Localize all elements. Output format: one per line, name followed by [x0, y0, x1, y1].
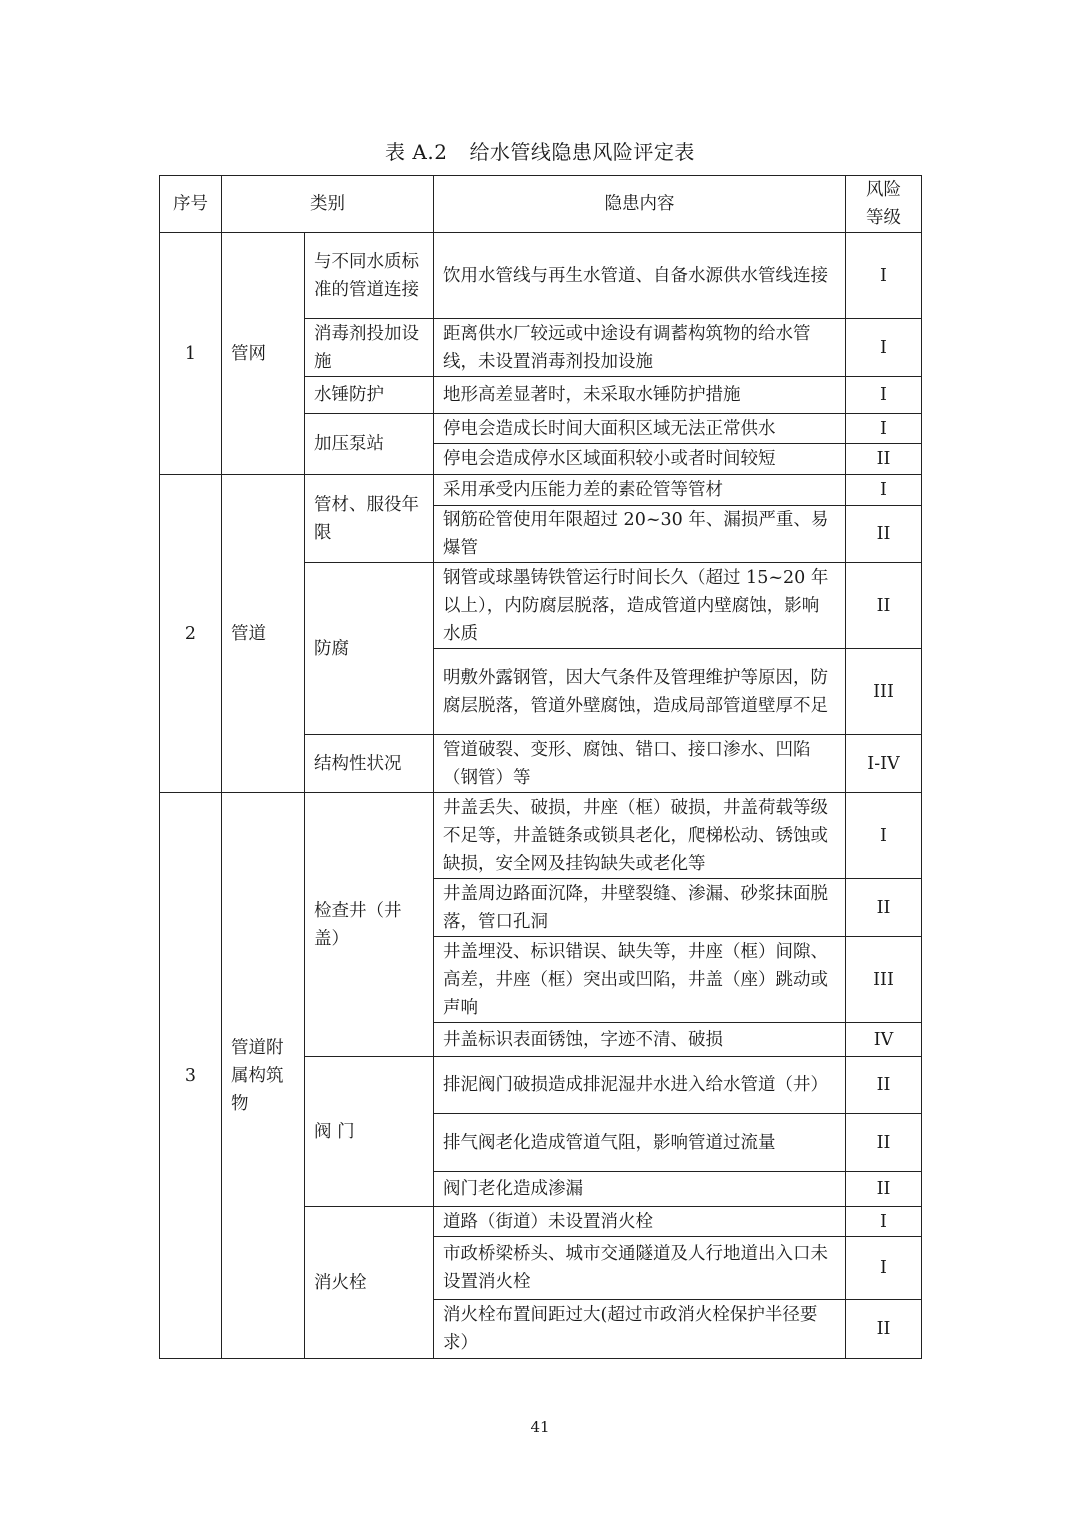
risk-level-cell: II	[846, 1300, 922, 1359]
subcategory-cell: 检查井（井盖）	[305, 793, 434, 1057]
category-cell: 管网	[222, 233, 305, 475]
hazard-content-cell: 采用承受内压能力差的素砼管等管材	[434, 475, 846, 506]
table-number: 表 A.2	[385, 140, 448, 164]
hazard-content-cell: 明敷外露钢管，因大气条件及管理维护等原因，防腐层脱落，管道外壁腐蚀，造成局部管道壁厚不足	[434, 649, 846, 735]
risk-level-cell: II	[846, 444, 922, 475]
header-row	[160, 176, 922, 233]
hazard-content-cell: 管道破裂、变形、腐蚀、错口、接口渗水、凹陷（钢管）等	[434, 735, 846, 793]
subcategory-cell: 加压泵站	[305, 414, 434, 475]
subcategory-cell: 管材、服役年限	[305, 475, 434, 563]
subcategory-cell: 水锤防护	[305, 377, 434, 414]
risk-level-cell: IV	[846, 1023, 922, 1057]
risk-level-cell: II	[846, 506, 922, 563]
hazard-content-cell: 排气阀老化造成管道气阻，影响管道过流量	[434, 1114, 846, 1172]
category-cell: 管道附属构筑物	[222, 793, 305, 1359]
hazard-content-cell: 市政桥梁桥头、城市交通隧道及人行地道出入口未设置消火栓	[434, 1237, 846, 1300]
risk-level-cell: I	[846, 475, 922, 506]
hazard-content-cell: 排泥阀门破损造成排泥湿井水进入给水管道（井）	[434, 1057, 846, 1114]
hazard-content-cell: 钢管或球墨铸铁管运行时间长久（超过 15~20 年以上），内防腐层脱落，造成管道内壁腐蚀，影响水质	[434, 563, 846, 649]
hazard-content-cell: 停电会造成长时间大面积区域无法正常供水	[434, 414, 846, 444]
row-number-cell: 1	[160, 233, 222, 475]
hazard-content-cell: 井盖周边路面沉降，井壁裂缝、渗漏、砂浆抹面脱落，管口孔洞	[434, 879, 846, 937]
header-level: 风险等级	[846, 176, 922, 233]
hazard-content-cell: 井盖标识表面锈蚀，字迹不清、破损	[434, 1023, 846, 1057]
risk-level-cell: III	[846, 937, 922, 1023]
header-no: 序号	[160, 176, 222, 233]
hazard-content-cell: 井盖埋没、标识错误、缺失等，井座（框）间隙、高差，井座（框）突出或凹陷，井盖（座）跳动或声响	[434, 937, 846, 1023]
hazard-content-cell: 停电会造成停水区域面积较小或者时间较短	[434, 444, 846, 475]
header-category: 类别	[222, 176, 434, 233]
hazard-content-cell: 井盖丢失、破损，井座（框）破损，井盖荷载等级不足等，井盖链条或锁具老化，爬梯松动、锈蚀或缺损，安全网及挂钩缺失或老化等	[434, 793, 846, 879]
hazard-content-cell: 距离供水厂较远或中途设有调蓄构筑物的给水管线，未设置消毒剂投加设施	[434, 319, 846, 377]
hazard-content-cell: 钢筋砼管使用年限超过 20~30 年、漏损严重、易爆管	[434, 506, 846, 563]
hazard-content-cell: 地形高差显著时，未采取水锤防护措施	[434, 377, 846, 414]
risk-level-cell: I-IV	[846, 735, 922, 793]
page-number: 41	[530, 1418, 550, 1436]
table-title: 给水管线隐患风险评定表	[469, 140, 695, 164]
risk-level-cell: I	[846, 377, 922, 414]
header-content: 隐患内容	[434, 176, 846, 233]
row-number-cell: 2	[160, 475, 222, 793]
table-row	[160, 233, 922, 319]
hazard-content-cell: 阀门老化造成渗漏	[434, 1172, 846, 1207]
subcategory-cell: 结构性状况	[305, 735, 434, 793]
risk-level-cell: II	[846, 879, 922, 937]
risk-level-cell: I	[846, 233, 922, 319]
hazard-content-cell: 饮用水管线与再生水管道、自备水源供水管线连接	[434, 233, 846, 319]
risk-level-cell: II	[846, 1114, 922, 1172]
subcategory-cell: 消毒剂投加设施	[305, 319, 434, 377]
subcategory-cell: 消火栓	[305, 1207, 434, 1359]
risk-level-cell: II	[846, 1057, 922, 1114]
risk-level-cell: III	[846, 649, 922, 735]
risk-level-cell: II	[846, 563, 922, 649]
subcategory-cell: 阀 门	[305, 1057, 434, 1207]
table-row	[160, 475, 922, 506]
risk-level-cell: I	[846, 414, 922, 444]
category-cell: 管道	[222, 475, 305, 793]
subcategory-cell: 防腐	[305, 563, 434, 735]
row-number-cell: 3	[160, 793, 222, 1359]
risk-level-cell: II	[846, 1172, 922, 1207]
table-row	[160, 793, 922, 879]
risk-level-cell: I	[846, 1207, 922, 1237]
risk-level-cell: I	[846, 319, 922, 377]
subcategory-cell: 与不同水质标准的管道连接	[305, 233, 434, 319]
risk-assessment-table	[159, 175, 922, 1359]
hazard-content-cell: 道路（街道）未设置消火栓	[434, 1207, 846, 1237]
hazard-content-cell: 消火栓布置间距过大(超过市政消火栓保护半径要求）	[434, 1300, 846, 1359]
table-caption	[0, 136, 1080, 165]
risk-level-cell: I	[846, 793, 922, 879]
risk-level-cell: I	[846, 1237, 922, 1300]
